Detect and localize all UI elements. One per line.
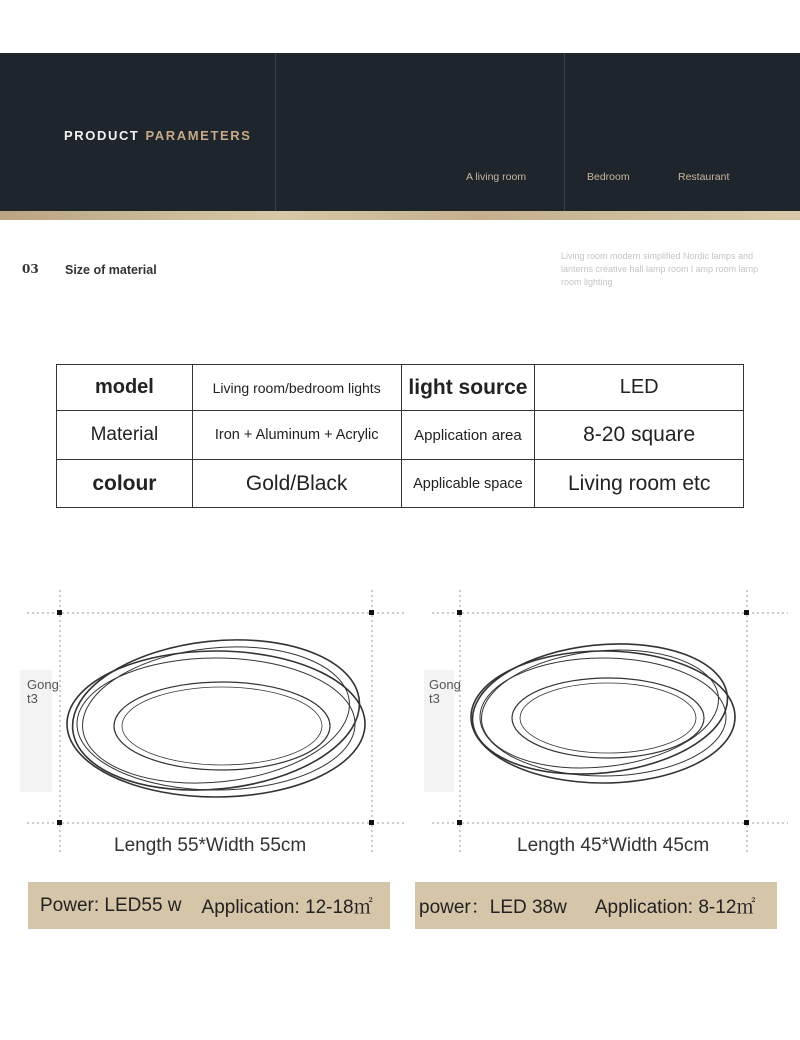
spec-table [56,364,744,508]
gong-label: Gong t3 [429,677,461,706]
table-cell: Iron + Aluminum + Acrylic [192,411,401,460]
nav-bedroom[interactable]: Bedroom [587,171,630,183]
table-cell: model [57,365,193,411]
nav-living-room[interactable]: A living room [466,171,527,183]
page-title-text [64,128,252,143]
power-value: Power: LED55 w [40,894,182,916]
title-product: PRODUCT [64,128,140,143]
product-figure-45 [410,585,800,855]
table-cell: Application area [401,411,535,460]
section-number: 03 [22,262,39,276]
dimension-label-55: Length 55*Width 55cm [114,835,307,856]
section-description: Living room modern simplified Nordic lamps and lanterns creative hall lamp room l amp room lamp room lighting [561,251,759,287]
table-cell: Living room/bedroom lights [192,365,401,411]
power-bar-45 [415,882,777,929]
table-row [57,460,744,508]
table-cell: 8-20 square [535,411,744,460]
table-cell: colour [57,460,193,508]
power-value: power：LED 38w [419,897,567,918]
table-cell: Living room etc [535,460,744,508]
table-cell: Material [57,411,193,460]
lamp-drawing-55 [0,585,410,855]
gold-strip [0,211,800,220]
table-cell: LED [535,365,744,411]
table-cell: Applicable space [401,460,535,508]
application-value: Application: 12-18㎡ [201,897,373,918]
title-parameters: PARAMETERS [145,128,252,143]
panel-divider [564,53,565,211]
dimension-label-45: Length 45*Width 45cm [517,835,710,856]
product-figure-55 [0,585,410,855]
nav-restaurant[interactable]: Restaurant [678,171,730,183]
gong-label: Gong t3 [27,677,59,706]
section-title: Size of material [65,263,157,277]
application-value: Application: 8-12㎡ [594,897,756,918]
lamp-drawing-45 [410,585,800,855]
table-cell: light source [401,365,535,411]
table-cell: Gold/Black [192,460,401,508]
table-row [57,411,744,460]
table-row [57,365,744,411]
panel-divider [275,53,276,211]
power-bar-55 [28,882,390,929]
